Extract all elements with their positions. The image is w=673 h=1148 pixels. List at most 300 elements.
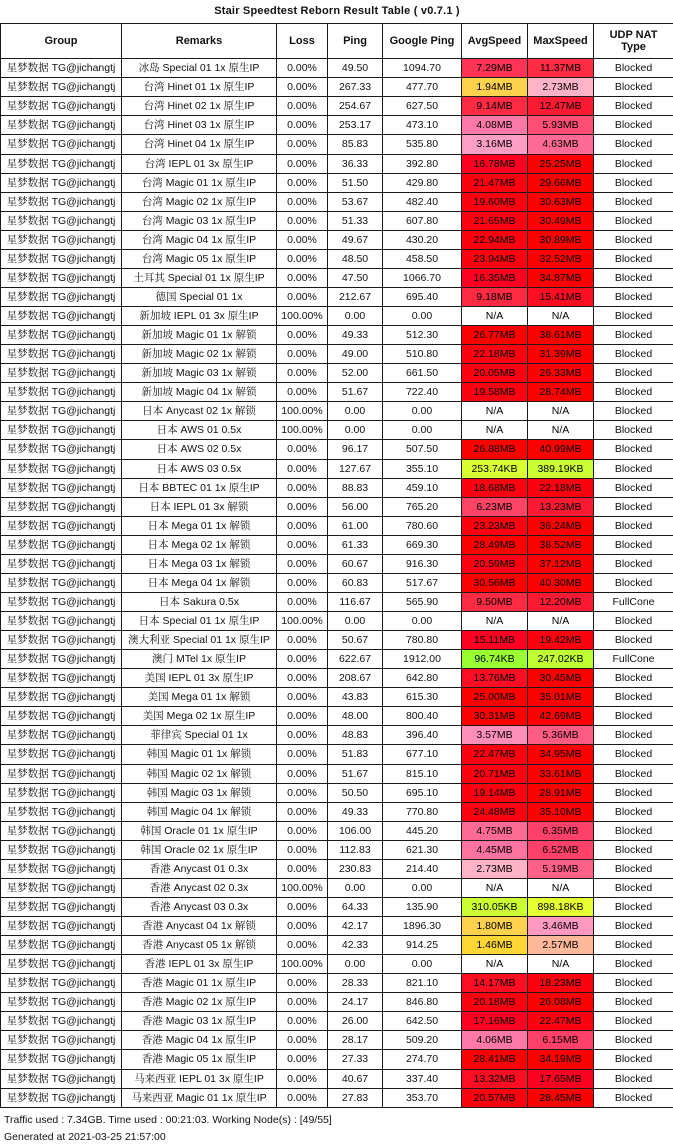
cell-maxspeed: 22.18MB	[528, 478, 594, 497]
cell-remarks: 冰岛 Special 01 1x 原生IP	[122, 59, 277, 78]
cell-remarks: 香港 Anycast 03 0.3x	[122, 897, 277, 916]
cell-loss: 0.00%	[277, 497, 328, 516]
cell-maxspeed: 13.23MB	[528, 497, 594, 516]
cell-ping: 24.17	[328, 993, 383, 1012]
cell-avgspeed: 7.29MB	[462, 59, 528, 78]
table-row	[1, 364, 673, 383]
cell-avgspeed: 19.58MB	[462, 383, 528, 402]
cell-google-ping: 507.50	[383, 440, 462, 459]
cell-udp-nat-type: Blocked	[594, 802, 673, 821]
cell-google-ping: 429.80	[383, 173, 462, 192]
cell-maxspeed: 389.19KB	[528, 459, 594, 478]
table-row	[1, 669, 673, 688]
cell-google-ping: 815.10	[383, 764, 462, 783]
cell-google-ping: 353.70	[383, 1088, 462, 1107]
cell-maxspeed: 30.49MB	[528, 211, 594, 230]
cell-ping: 27.33	[328, 1050, 383, 1069]
cell-avgspeed: 14.17MB	[462, 974, 528, 993]
cell-maxspeed: 6.52MB	[528, 840, 594, 859]
cell-group: 星梦数据 TG@jichangtj	[1, 1031, 122, 1050]
cell-avgspeed: 28.49MB	[462, 535, 528, 554]
cell-udp-nat-type: Blocked	[594, 1088, 673, 1107]
table-row	[1, 821, 673, 840]
cell-loss: 0.00%	[277, 116, 328, 135]
cell-avgspeed: 4.08MB	[462, 116, 528, 135]
cell-group: 星梦数据 TG@jichangtj	[1, 307, 122, 326]
cell-google-ping: 337.40	[383, 1069, 462, 1088]
cell-remarks: 日本 Mega 02 1x 解锁	[122, 535, 277, 554]
cell-group: 星梦数据 TG@jichangtj	[1, 917, 122, 936]
cell-google-ping: 274.70	[383, 1050, 462, 1069]
cell-loss: 100.00%	[277, 612, 328, 631]
cell-google-ping: 509.20	[383, 1031, 462, 1050]
cell-udp-nat-type: FullCone	[594, 592, 673, 611]
cell-loss: 0.00%	[277, 173, 328, 192]
table-row	[1, 268, 673, 287]
cell-avgspeed: 2.73MB	[462, 859, 528, 878]
cell-google-ping: 355.10	[383, 459, 462, 478]
cell-group: 星梦数据 TG@jichangtj	[1, 421, 122, 440]
cell-google-ping: 510.80	[383, 345, 462, 364]
cell-remarks: 日本 Special 01 1x 原生IP	[122, 612, 277, 631]
cell-google-ping: 1912.00	[383, 650, 462, 669]
table-row	[1, 802, 673, 821]
cell-udp-nat-type: Blocked	[594, 287, 673, 306]
cell-avgspeed: 15.11MB	[462, 631, 528, 650]
cell-loss: 0.00%	[277, 554, 328, 573]
cell-group: 星梦数据 TG@jichangtj	[1, 859, 122, 878]
cell-group: 星梦数据 TG@jichangtj	[1, 478, 122, 497]
cell-avgspeed: N/A	[462, 402, 528, 421]
footer-generated-line: Generated at 2021-03-25 21:57:00	[4, 1131, 166, 1144]
cell-remarks: 日本 Mega 01 1x 解锁	[122, 516, 277, 535]
cell-maxspeed: 31.39MB	[528, 345, 594, 364]
table-row	[1, 173, 673, 192]
table-row	[1, 1031, 673, 1050]
cell-loss: 0.00%	[277, 230, 328, 249]
cell-maxspeed: 2.73MB	[528, 78, 594, 97]
cell-loss: 0.00%	[277, 1050, 328, 1069]
cell-udp-nat-type: Blocked	[594, 364, 673, 383]
table-row	[1, 707, 673, 726]
cell-udp-nat-type: Blocked	[594, 726, 673, 745]
cell-avgspeed: 24.48MB	[462, 802, 528, 821]
cell-google-ping: 1094.70	[383, 59, 462, 78]
cell-avgspeed: 9.18MB	[462, 287, 528, 306]
cell-google-ping: 770.80	[383, 802, 462, 821]
cell-loss: 0.00%	[277, 440, 328, 459]
cell-udp-nat-type: Blocked	[594, 1031, 673, 1050]
cell-group: 星梦数据 TG@jichangtj	[1, 1050, 122, 1069]
table-row	[1, 78, 673, 97]
cell-group: 星梦数据 TG@jichangtj	[1, 936, 122, 955]
footer	[0, 1108, 673, 1148]
cell-ping: 51.67	[328, 383, 383, 402]
cell-avgspeed: 6.23MB	[462, 497, 528, 516]
cell-loss: 100.00%	[277, 307, 328, 326]
cell-remarks: 新加坡 Magic 02 1x 解锁	[122, 345, 277, 364]
cell-loss: 0.00%	[277, 535, 328, 554]
cell-google-ping: 821.10	[383, 974, 462, 993]
cell-ping: 253.17	[328, 116, 383, 135]
table-row	[1, 840, 673, 859]
cell-ping: 51.33	[328, 211, 383, 230]
cell-group: 星梦数据 TG@jichangtj	[1, 59, 122, 78]
cell-group: 星梦数据 TG@jichangtj	[1, 821, 122, 840]
cell-google-ping: 535.80	[383, 135, 462, 154]
cell-loss: 0.00%	[277, 1088, 328, 1107]
cell-google-ping: 458.50	[383, 249, 462, 268]
cell-udp-nat-type: Blocked	[594, 459, 673, 478]
cell-google-ping: 396.40	[383, 726, 462, 745]
table-row	[1, 650, 673, 669]
cell-avgspeed: 26.88MB	[462, 440, 528, 459]
cell-avgspeed: 13.32MB	[462, 1069, 528, 1088]
cell-avgspeed: 23.23MB	[462, 516, 528, 535]
cell-loss: 0.00%	[277, 345, 328, 364]
cell-ping: 212.67	[328, 287, 383, 306]
cell-maxspeed: 34.19MB	[528, 1050, 594, 1069]
cell-remarks: 美国 Mega 02 1x 原生IP	[122, 707, 277, 726]
cell-maxspeed: 5.93MB	[528, 116, 594, 135]
cell-loss: 0.00%	[277, 211, 328, 230]
cell-group: 星梦数据 TG@jichangtj	[1, 745, 122, 764]
cell-udp-nat-type: Blocked	[594, 154, 673, 173]
cell-avgspeed: 16.35MB	[462, 268, 528, 287]
cell-remarks: 澳大利亚 Special 01 1x 原生IP	[122, 631, 277, 650]
cell-udp-nat-type: Blocked	[594, 631, 673, 650]
cell-remarks: 香港 Magic 03 1x 原生IP	[122, 1012, 277, 1031]
table-row	[1, 230, 673, 249]
cell-remarks: 香港 Anycast 01 0.3x	[122, 859, 277, 878]
table-row	[1, 859, 673, 878]
cell-ping: 51.50	[328, 173, 383, 192]
cell-group: 星梦数据 TG@jichangtj	[1, 669, 122, 688]
cell-loss: 0.00%	[277, 192, 328, 211]
cell-avgspeed: 19.60MB	[462, 192, 528, 211]
cell-group: 星梦数据 TG@jichangtj	[1, 1088, 122, 1107]
cell-loss: 0.00%	[277, 1069, 328, 1088]
cell-udp-nat-type: Blocked	[594, 59, 673, 78]
cell-maxspeed: 30.89MB	[528, 230, 594, 249]
cell-avgspeed: 1.94MB	[462, 78, 528, 97]
cell-remarks: 香港 Magic 02 1x 原生IP	[122, 993, 277, 1012]
cell-group: 星梦数据 TG@jichangtj	[1, 1012, 122, 1031]
cell-ping: 42.33	[328, 936, 383, 955]
cell-loss: 0.00%	[277, 783, 328, 802]
cell-udp-nat-type: Blocked	[594, 97, 673, 116]
table-row	[1, 421, 673, 440]
cell-maxspeed: 11.37MB	[528, 59, 594, 78]
table-row	[1, 783, 673, 802]
cell-group: 星梦数据 TG@jichangtj	[1, 211, 122, 230]
table-row	[1, 1012, 673, 1031]
cell-remarks: 台湾 Hinet 02 1x 原生IP	[122, 97, 277, 116]
cell-loss: 0.00%	[277, 1031, 328, 1050]
table-row	[1, 1069, 673, 1088]
cell-maxspeed: 38.61MB	[528, 326, 594, 345]
cell-udp-nat-type: Blocked	[594, 878, 673, 897]
cell-ping: 27.83	[328, 1088, 383, 1107]
cell-avgspeed: 23.94MB	[462, 249, 528, 268]
cell-group: 星梦数据 TG@jichangtj	[1, 192, 122, 211]
table-row	[1, 516, 673, 535]
cell-udp-nat-type: Blocked	[594, 192, 673, 211]
cell-udp-nat-type: Blocked	[594, 135, 673, 154]
cell-ping: 0.00	[328, 612, 383, 631]
cell-maxspeed: 2.57MB	[528, 936, 594, 955]
cell-remarks: 日本 Anycast 02 1x 解锁	[122, 402, 277, 421]
cell-group: 星梦数据 TG@jichangtj	[1, 955, 122, 974]
table-row	[1, 116, 673, 135]
table-row	[1, 192, 673, 211]
cell-udp-nat-type: Blocked	[594, 497, 673, 516]
cell-loss: 0.00%	[277, 78, 328, 97]
cell-loss: 0.00%	[277, 974, 328, 993]
cell-udp-nat-type: Blocked	[594, 573, 673, 592]
column-header-udp-nat-type: UDP NAT Type	[594, 24, 673, 59]
cell-remarks: 台湾 Magic 05 1x 原生IP	[122, 249, 277, 268]
cell-avgspeed: 30.56MB	[462, 573, 528, 592]
cell-group: 星梦数据 TG@jichangtj	[1, 878, 122, 897]
cell-udp-nat-type: Blocked	[594, 612, 673, 631]
cell-avgspeed: 18.68MB	[462, 478, 528, 497]
cell-maxspeed: 3.46MB	[528, 917, 594, 936]
cell-group: 星梦数据 TG@jichangtj	[1, 440, 122, 459]
cell-avgspeed: 20.18MB	[462, 993, 528, 1012]
cell-group: 星梦数据 TG@jichangtj	[1, 535, 122, 554]
cell-avgspeed: 20.05MB	[462, 364, 528, 383]
cell-loss: 0.00%	[277, 135, 328, 154]
cell-ping: 622.67	[328, 650, 383, 669]
cell-group: 星梦数据 TG@jichangtj	[1, 631, 122, 650]
cell-maxspeed: 34.95MB	[528, 745, 594, 764]
cell-avgspeed: 96.74KB	[462, 650, 528, 669]
cell-loss: 0.00%	[277, 726, 328, 745]
cell-avgspeed: 1.46MB	[462, 936, 528, 955]
cell-group: 星梦数据 TG@jichangtj	[1, 135, 122, 154]
cell-remarks: 香港 Magic 01 1x 原生IP	[122, 974, 277, 993]
cell-ping: 127.67	[328, 459, 383, 478]
cell-avgspeed: 13.76MB	[462, 669, 528, 688]
cell-avgspeed: 30.31MB	[462, 707, 528, 726]
cell-maxspeed: 6.15MB	[528, 1031, 594, 1050]
cell-ping: 49.50	[328, 59, 383, 78]
cell-remarks: 日本 Mega 03 1x 解锁	[122, 554, 277, 573]
cell-google-ping: 0.00	[383, 612, 462, 631]
cell-loss: 100.00%	[277, 402, 328, 421]
cell-udp-nat-type: Blocked	[594, 1050, 673, 1069]
cell-udp-nat-type: Blocked	[594, 211, 673, 230]
cell-loss: 0.00%	[277, 1012, 328, 1031]
footer-traffic-line: Traffic used : 7.34GB. Time used : 00:21:03. Working Node(s) : [49/55]	[4, 1113, 332, 1126]
cell-group: 星梦数据 TG@jichangtj	[1, 573, 122, 592]
cell-avgspeed: 9.50MB	[462, 592, 528, 611]
cell-loss: 0.00%	[277, 326, 328, 345]
cell-remarks: 台湾 Magic 03 1x 原生IP	[122, 211, 277, 230]
cell-remarks: 台湾 IEPL 01 3x 原生IP	[122, 154, 277, 173]
cell-loss: 0.00%	[277, 383, 328, 402]
cell-avgspeed: 28.41MB	[462, 1050, 528, 1069]
cell-avgspeed: 1.80MB	[462, 917, 528, 936]
cell-remarks: 美国 IEPL 01 3x 原生IP	[122, 669, 277, 688]
table-row	[1, 631, 673, 650]
cell-google-ping: 615.30	[383, 688, 462, 707]
table-row	[1, 307, 673, 326]
cell-maxspeed: 30.45MB	[528, 669, 594, 688]
cell-avgspeed: N/A	[462, 955, 528, 974]
cell-google-ping: 627.50	[383, 97, 462, 116]
cell-remarks: 日本 Mega 04 1x 解锁	[122, 573, 277, 592]
cell-google-ping: 695.40	[383, 287, 462, 306]
cell-remarks: 台湾 Magic 02 1x 原生IP	[122, 192, 277, 211]
cell-avgspeed: 19.14MB	[462, 783, 528, 802]
cell-avgspeed: 310.05KB	[462, 897, 528, 916]
cell-udp-nat-type: Blocked	[594, 554, 673, 573]
cell-avgspeed: 21.47MB	[462, 173, 528, 192]
column-header-avgspeed: AvgSpeed	[462, 24, 528, 59]
cell-udp-nat-type: Blocked	[594, 764, 673, 783]
cell-ping: 0.00	[328, 402, 383, 421]
cell-group: 星梦数据 TG@jichangtj	[1, 764, 122, 783]
cell-remarks: 韩国 Magic 01 1x 解锁	[122, 745, 277, 764]
table-row	[1, 974, 673, 993]
cell-maxspeed: 35.01MB	[528, 688, 594, 707]
cell-remarks: 台湾 Hinet 04 1x 原生IP	[122, 135, 277, 154]
cell-maxspeed: 28.91MB	[528, 783, 594, 802]
cell-avgspeed: 25.00MB	[462, 688, 528, 707]
cell-remarks: 澳门 MTel 1x 原生IP	[122, 650, 277, 669]
cell-udp-nat-type: Blocked	[594, 78, 673, 97]
cell-avgspeed: 22.18MB	[462, 345, 528, 364]
cell-udp-nat-type: Blocked	[594, 516, 673, 535]
cell-loss: 0.00%	[277, 592, 328, 611]
cell-maxspeed: 30.63MB	[528, 192, 594, 211]
cell-google-ping: 695.10	[383, 783, 462, 802]
cell-group: 星梦数据 TG@jichangtj	[1, 592, 122, 611]
cell-google-ping: 430.20	[383, 230, 462, 249]
cell-remarks: 日本 AWS 01 0.5x	[122, 421, 277, 440]
cell-remarks: 新加坡 IEPL 01 3x 原生IP	[122, 307, 277, 326]
cell-remarks: 香港 Magic 05 1x 原生IP	[122, 1050, 277, 1069]
cell-udp-nat-type: Blocked	[594, 821, 673, 840]
table-row	[1, 554, 673, 573]
cell-ping: 254.67	[328, 97, 383, 116]
table-row	[1, 154, 673, 173]
cell-loss: 0.00%	[277, 802, 328, 821]
cell-group: 星梦数据 TG@jichangtj	[1, 783, 122, 802]
cell-avgspeed: 253.74KB	[462, 459, 528, 478]
cell-remarks: 韩国 Magic 02 1x 解锁	[122, 764, 277, 783]
cell-ping: 0.00	[328, 307, 383, 326]
cell-ping: 51.83	[328, 745, 383, 764]
cell-remarks: 日本 AWS 02 0.5x	[122, 440, 277, 459]
column-header-ping: Ping	[328, 24, 383, 59]
cell-ping: 42.17	[328, 917, 383, 936]
cell-ping: 106.00	[328, 821, 383, 840]
cell-google-ping: 846.80	[383, 993, 462, 1012]
cell-ping: 43.83	[328, 688, 383, 707]
cell-udp-nat-type: Blocked	[594, 421, 673, 440]
cell-maxspeed: 36.24MB	[528, 516, 594, 535]
cell-google-ping: 482.40	[383, 192, 462, 211]
cell-group: 星梦数据 TG@jichangtj	[1, 497, 122, 516]
cell-avgspeed: 9.14MB	[462, 97, 528, 116]
cell-avgspeed: N/A	[462, 307, 528, 326]
table-row	[1, 459, 673, 478]
cell-udp-nat-type: Blocked	[594, 745, 673, 764]
cell-maxspeed: 22.47MB	[528, 1012, 594, 1031]
cell-ping: 26.00	[328, 1012, 383, 1031]
cell-ping: 64.33	[328, 897, 383, 916]
cell-google-ping: 621.30	[383, 840, 462, 859]
cell-remarks: 新加坡 Magic 03 1x 解锁	[122, 364, 277, 383]
cell-loss: 0.00%	[277, 707, 328, 726]
table-row	[1, 59, 673, 78]
cell-remarks: 土耳其 Special 01 1x 原生IP	[122, 268, 277, 287]
column-header-google-ping: Google Ping	[383, 24, 462, 59]
cell-group: 星梦数据 TG@jichangtj	[1, 1069, 122, 1088]
cell-remarks: 美国 Mega 01 1x 解锁	[122, 688, 277, 707]
cell-ping: 267.33	[328, 78, 383, 97]
cell-remarks: 韩国 Magic 03 1x 解锁	[122, 783, 277, 802]
cell-avgspeed: 4.06MB	[462, 1031, 528, 1050]
cell-udp-nat-type: Blocked	[594, 1012, 673, 1031]
cell-group: 星梦数据 TG@jichangtj	[1, 249, 122, 268]
table-row	[1, 287, 673, 306]
cell-google-ping: 780.60	[383, 516, 462, 535]
cell-ping: 36.33	[328, 154, 383, 173]
cell-maxspeed: 38.52MB	[528, 535, 594, 554]
cell-ping: 50.50	[328, 783, 383, 802]
cell-maxspeed: 28.74MB	[528, 383, 594, 402]
cell-remarks: 台湾 Hinet 03 1x 原生IP	[122, 116, 277, 135]
column-header-loss: Loss	[277, 24, 328, 59]
cell-remarks: 香港 Anycast 04 1x 解锁	[122, 917, 277, 936]
cell-udp-nat-type: Blocked	[594, 173, 673, 192]
cell-udp-nat-type: Blocked	[594, 478, 673, 497]
cell-ping: 88.83	[328, 478, 383, 497]
cell-group: 星梦数据 TG@jichangtj	[1, 840, 122, 859]
cell-remarks: 新加坡 Magic 01 1x 解锁	[122, 326, 277, 345]
cell-loss: 0.00%	[277, 154, 328, 173]
cell-google-ping: 0.00	[383, 402, 462, 421]
cell-maxspeed: N/A	[528, 955, 594, 974]
cell-avgspeed: 20.71MB	[462, 764, 528, 783]
cell-maxspeed: 40.30MB	[528, 573, 594, 592]
cell-maxspeed: 28.45MB	[528, 1088, 594, 1107]
table-row	[1, 345, 673, 364]
cell-ping: 49.33	[328, 326, 383, 345]
cell-ping: 96.17	[328, 440, 383, 459]
cell-google-ping: 765.20	[383, 497, 462, 516]
cell-ping: 60.83	[328, 573, 383, 592]
cell-google-ping: 565.90	[383, 592, 462, 611]
cell-udp-nat-type: Blocked	[594, 917, 673, 936]
cell-ping: 53.67	[328, 192, 383, 211]
cell-loss: 0.00%	[277, 821, 328, 840]
cell-loss: 0.00%	[277, 650, 328, 669]
cell-google-ping: 392.80	[383, 154, 462, 173]
cell-avgspeed: 22.94MB	[462, 230, 528, 249]
table-row	[1, 745, 673, 764]
table-row	[1, 878, 673, 897]
cell-group: 星梦数据 TG@jichangtj	[1, 554, 122, 573]
cell-udp-nat-type: Blocked	[594, 669, 673, 688]
cell-udp-nat-type: Blocked	[594, 974, 673, 993]
cell-google-ping: 0.00	[383, 955, 462, 974]
cell-group: 星梦数据 TG@jichangtj	[1, 116, 122, 135]
